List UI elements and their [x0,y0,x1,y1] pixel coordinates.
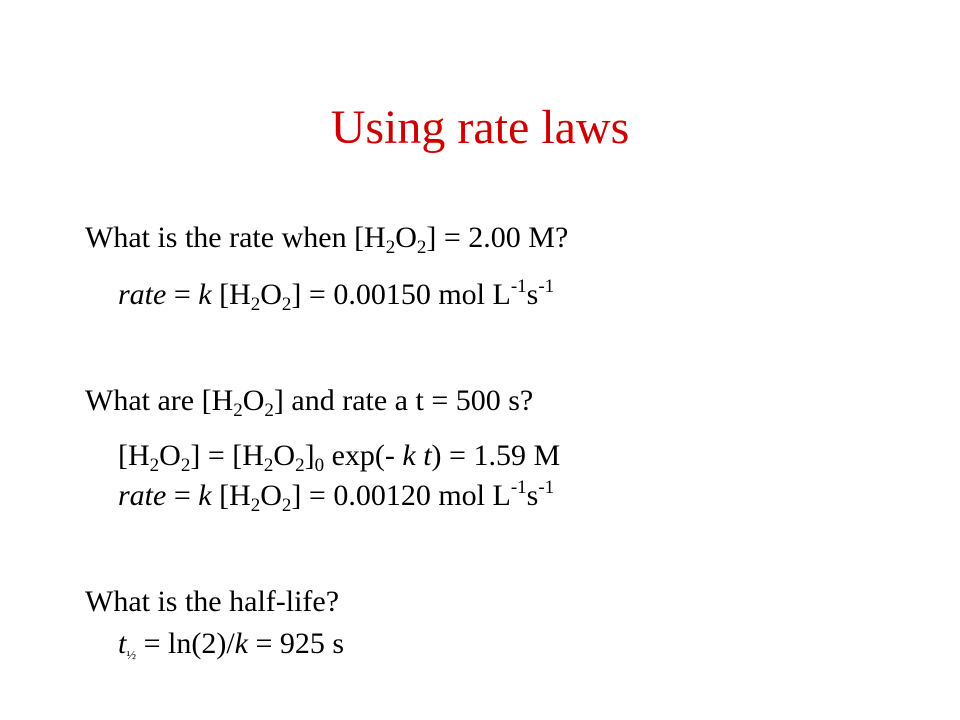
answer-half-life: $t_{\frac{1}{2}} = \ln(2)/k = 925$ s [118,627,345,662]
question-conc-at-500s: What are $[H_2O_2]$ and rate a t = 500 s? [85,384,534,421]
question-half-life: What is the half-life? [85,585,340,618]
answer-rate-at-2M: rate = k $[H_2O_2] = 0.00150$ mol $L^{-1}s^{-1}$ [118,276,555,315]
answer-conc-at-500s: $[H_2O_2] = [H_2O_2]_0$ exp(- k t) = 1.59 M [118,439,561,476]
question-rate-at-2M: What is the rate when $[H_2O_2] = 2.00$ M? [85,221,569,258]
answer-rate-at-500s: rate = k $[H_2O_2] = 0.00120$ mol $L^{-1}s^{-1}$ [118,477,555,516]
slide-title: Using rate laws [330,101,630,154]
